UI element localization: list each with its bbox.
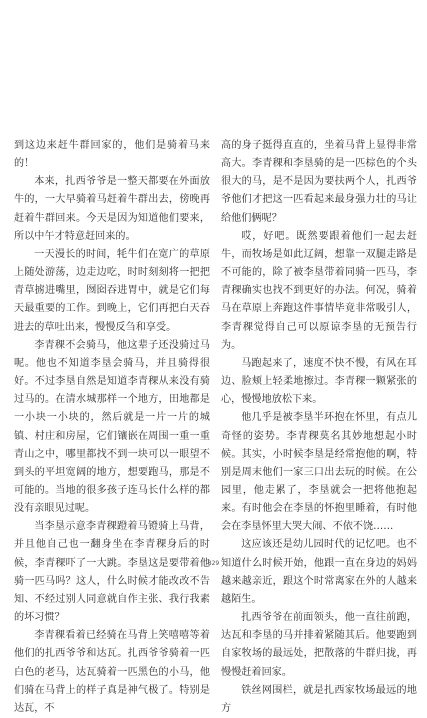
paragraph: 一天漫长的时间，牦牛们在宽广的草原上随处游荡，边走边吃，时时刻刻将一把把青草掳进嘴里，囫囵吞进胃中，就是它们每天最重要的工作。到晚上，它们再把白天吞进去的草吐出来，慢慢反刍和享受。: [14, 248, 210, 333]
paragraph: 本来，扎西爷爷是一整天都要在外面放牛的，一大早骑着马赶着牛群出去，傍晚再赶着牛群回来。今天是因为知道他们要来，所以中午才特意赶回来的。: [14, 176, 210, 242]
right-column: [221, 137, 417, 718]
paragraph: 李青稞看着已经骑在马背上笑嘻嘻等着他们的扎西爷爷和达瓦。扎西爷爷骑着一匹白色的老马，达瓦骑着一匹黑色的小马，他们骑在马背上的样子真是神气极了。特别是达瓦，不: [14, 630, 210, 714]
left-column: [14, 137, 210, 718]
paragraph: 当李垦示意李青稞蹬着马镫骑上马背，并且他自己也一翻身坐在李青稞身后的时候，李青稞吓了一大跳。李垦这是要带着他骑一匹马吗？这人，什么时候才能改改不告知、不经过别人同意就自作主张、我行我素的坏习惯？: [14, 521, 210, 624]
paragraph: 他几乎是被李垦半环抱在怀里，有点儿奇怪的姿势。李青稞莫名其妙地想起小时候。其实，小时候李垦是经常抱他的啊，特别是周末他们一家三口出去玩的时候。在公园里，他走累了，李垦就会一把将他抱起来。有时他会在李垦的怀抱里睡着，有时他会在李垦怀里大哭大闹、不依不饶……: [221, 412, 417, 533]
paragraph: 到这边来赶牛群回家的，他们是骑着马来的！: [14, 140, 210, 170]
page-number: 829: [207, 560, 220, 567]
paragraph: 这应该还是幼儿园时代的记忆吧。也不知道什么时候开始，他跟一直在身边的妈妈越来越亲近，跟这个时常离家在外的人越来越陌生。: [221, 539, 417, 605]
paragraph: 马跑起来了，速度不快不慢，有风在耳边、脸颊上轻柔地擦过。李青稞一颗紧张的心，慢慢地放松下来。: [221, 357, 417, 406]
paragraph: 高的身子挺得直直的，坐着马背上显得非常高大。李青稞和李垦骑的是一匹棕色的个头很大的马，是不是因为要扶两个人，扎西爷爷他们才把这一匹看起来最身强力壮的马让给他们俩呢？: [221, 140, 417, 224]
paragraph: 扎西爷爷在前面领头，他一直往前跑，达瓦和李垦的马并排着紧随其后。他要跑到自家牧场的最远处，把散落的牛群归拢，再慢慢赶着回家。: [221, 612, 417, 678]
paragraph: 铁丝网围栏，就是扎西家牧场最远的地方: [221, 684, 417, 714]
paragraph: 哎，好吧。既然要跟着他们一起去赶牛，而牧场是如此辽阔，想靠一双腿走路是不可能的，除了被李垦带着同骑一匹马，李青稞确实也找不到更好的办法。何况，骑着马在草原上奔跑这件事情毕竟非常吸引人，李青稞觉得自己可以原谅李垦的无预告行为。: [221, 230, 417, 351]
paragraph: 李青稞不会骑马，他这辈子还没骑过马呢。他也不知道李垦会骑马，并且骑得很好。不过李垦自然是知道李青稞从来没有骑过马的。在清水城那样一个地方，田地都是一小块一小块的，然后就是一片一片的城镇、村庄和房屋，它们镶嵌在周围一重一重青山之中，哪里都找不到一块可以一眼望不到头的平坦宽阔的地方，想要跑马，那是不可能的。当地的很多孩子连马长什么样的都没有亲眼见过呢。: [14, 339, 210, 515]
